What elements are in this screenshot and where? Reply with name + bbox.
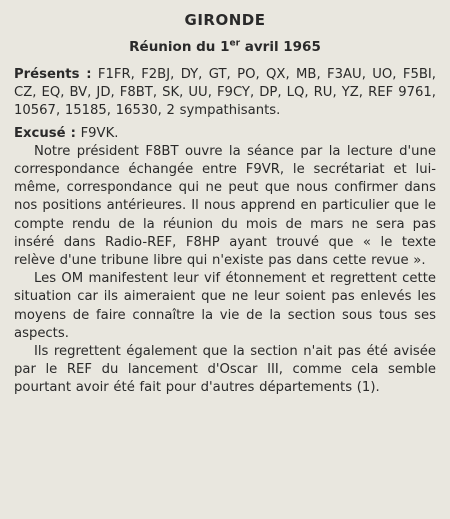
meeting-date-suffix: avril 1965 xyxy=(240,39,321,55)
excuse-paragraph xyxy=(14,125,436,143)
section-title: GIRONDE xyxy=(184,11,266,29)
presents-label: Présents : xyxy=(14,67,92,82)
meeting-date-ordinal: er xyxy=(229,38,241,49)
presents-list: F1FR, F2BJ, DY, GT, PO, QX, MB, F3AU, UO, F5BI, CZ, EQ, BV, JD, F8BT, SK, UU, F9CY, DP, LQ, RU, YZ, REF 9761, 10567, 15185, 16530, 2 sympathisants. xyxy=(14,67,436,119)
body-paragraph-2: Les OM manifestent leur vif étonnement et regrettent cette situation car ils aimeraient que ne leur soient pas enlevés les moyens de faire connaître la vie de la section sous tous ses aspects. xyxy=(14,271,436,341)
meeting-date-heading xyxy=(14,38,436,56)
body-paragraph-3: Ils regrettent également que la section n'ait pas été avisée par le REF du lancement d'Oscar III, comme cela semble pourtant avoir été fait pour d'autres départements (1). xyxy=(14,344,436,396)
body-paragraph-1: Notre président F8BT ouvre la séance par la lecture d'une correspondance échangée entre F9VR, le secrétariat et lui-même, correspondance qui ne peut que nous confirmer dans nos positions antérieures. Il nous apprend en particulier que le compte rendu de la réunion du mois de mars ne sera pas inséré dans Radio-REF, F8HP ayant trouvé que « le texte relève d'une tribune libre qui n'existe pas dans cette revue ». xyxy=(14,143,436,269)
meeting-date-prefix: Réunion du 1 xyxy=(129,39,230,55)
presents-paragraph xyxy=(14,66,436,121)
excuse-label: Excusé : xyxy=(14,125,76,141)
excuse-list: F9VK. xyxy=(75,125,119,141)
